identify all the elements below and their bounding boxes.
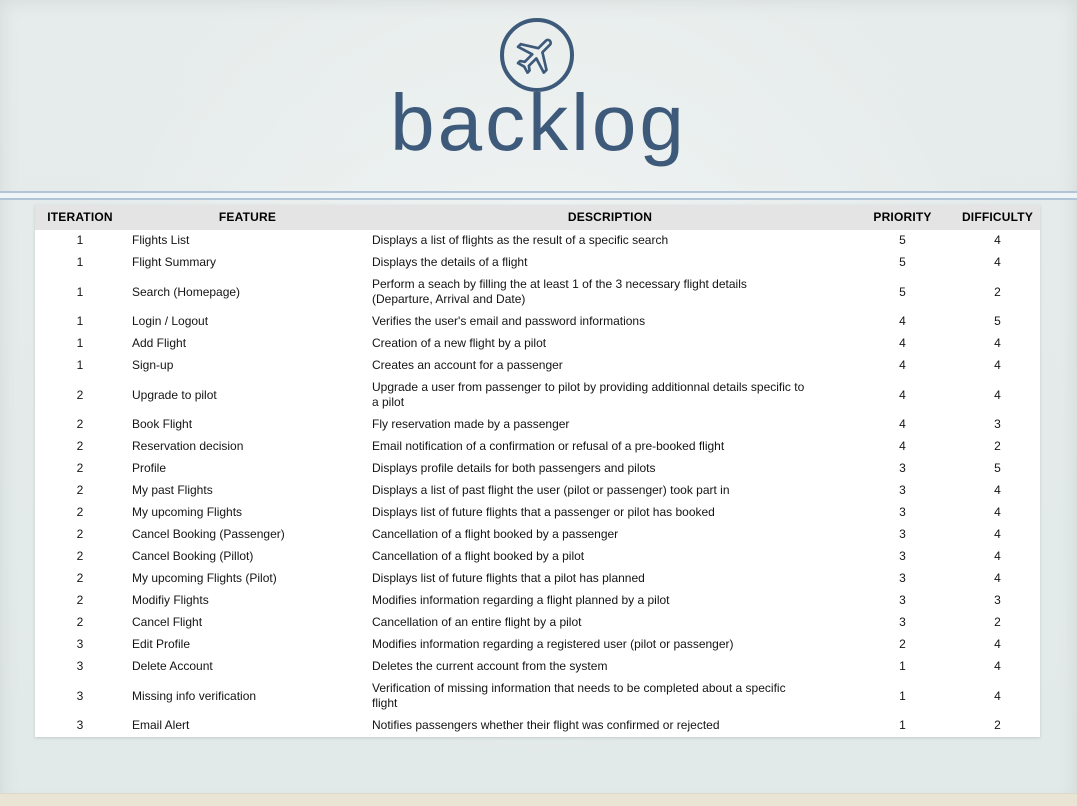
cell-priority: 3	[899, 615, 906, 629]
cell-feature: Modifiy Flights	[132, 593, 209, 607]
cell-feature: Upgrade to pilot	[132, 387, 217, 402]
table-row	[35, 656, 1040, 678]
cell-feature: Cancel Flight	[132, 615, 203, 629]
cell-description: Email notification of a confirmation or refusal of a pre-booked flight	[372, 439, 725, 453]
cell-difficulty: 2	[994, 718, 1001, 732]
cell-difficulty: 3	[994, 417, 1001, 431]
airplane-icon	[500, 18, 574, 92]
cell-priority: 1	[899, 688, 906, 703]
cell-iteration: 2	[76, 571, 84, 585]
cell-feature: Delete Account	[132, 659, 213, 673]
table-row	[35, 634, 1040, 656]
cell-feature: Search (Homepage)	[132, 284, 241, 299]
cell-iteration: 1	[76, 358, 84, 372]
table-row	[35, 230, 1040, 252]
cell-priority: 5	[899, 284, 906, 299]
cell-difficulty: 3	[994, 593, 1001, 607]
table-row	[35, 524, 1040, 546]
cell-description: Verifies the user's email and password informations	[372, 314, 646, 328]
cell-description: Displays the details of a flight	[372, 255, 528, 269]
cell-feature: Flight Summary	[132, 255, 217, 269]
cell-feature: Book Flight	[132, 417, 193, 431]
cell-iteration: 2	[76, 417, 84, 431]
cell-difficulty: 4	[994, 255, 1001, 269]
cell-description: Verification of missing information that needs to be completed about a specific flight	[372, 681, 786, 710]
cell-description: Notifies passengers whether their flight was confirmed or rejected	[372, 718, 720, 732]
cell-priority: 3	[899, 571, 906, 585]
cell-difficulty: 4	[994, 483, 1001, 497]
cell-description: Cancellation of a flight booked by a pilot	[372, 549, 585, 563]
cell-iteration: 2	[76, 527, 84, 541]
cell-feature: My upcoming Flights	[132, 505, 243, 519]
column-header-description: DESCRIPTION	[370, 205, 850, 230]
cell-iteration: 1	[76, 314, 84, 328]
cell-feature: Reservation decision	[132, 439, 244, 453]
cell-feature: My upcoming Flights (Pilot)	[132, 571, 277, 585]
column-header-priority: PRIORITY	[850, 205, 955, 230]
cell-iteration: 2	[76, 593, 84, 607]
column-header-iteration: ITERATION	[35, 205, 125, 230]
cell-difficulty: 2	[994, 439, 1001, 453]
table-row	[35, 252, 1040, 274]
cell-description: Cancellation of an entire flight by a pilot	[372, 615, 582, 629]
cell-difficulty: 4	[994, 336, 1001, 350]
cell-feature: Profile	[132, 461, 167, 475]
table-row	[35, 715, 1040, 737]
table-row	[35, 333, 1040, 355]
cell-difficulty: 4	[994, 688, 1001, 703]
brand-wordmark: backlog	[390, 78, 687, 167]
cell-difficulty: 4	[994, 387, 1001, 402]
cell-feature: Sign-up	[132, 358, 174, 372]
table-row	[35, 568, 1040, 590]
cell-iteration: 2	[76, 615, 84, 629]
table-header-row	[35, 205, 1040, 230]
divider-rule	[0, 191, 1077, 200]
table-row	[35, 546, 1040, 568]
cell-iteration: 3	[76, 718, 84, 732]
cell-feature: My past Flights	[132, 483, 213, 497]
cell-difficulty: 4	[994, 505, 1001, 519]
cell-priority: 3	[899, 593, 906, 607]
cell-feature: Email Alert	[132, 718, 190, 732]
cell-difficulty: 4	[994, 233, 1001, 247]
table-row	[35, 458, 1040, 480]
table-row	[35, 377, 1040, 414]
cell-difficulty: 4	[994, 358, 1001, 372]
cell-difficulty: 4	[994, 527, 1001, 541]
backlog-table	[35, 205, 1040, 737]
table-row	[35, 311, 1040, 333]
cell-iteration: 2	[76, 483, 84, 497]
cell-description: Displays list of future flights that a pilot has planned	[372, 571, 645, 585]
cell-priority: 1	[899, 718, 906, 732]
cell-description: Displays list of future flights that a passenger or pilot has booked	[372, 505, 715, 519]
table-row	[35, 502, 1040, 524]
cell-priority: 2	[899, 637, 906, 651]
table-row	[35, 678, 1040, 715]
cell-description: Creation of a new flight by a pilot	[372, 336, 547, 350]
cell-difficulty: 4	[994, 549, 1001, 563]
cell-priority: 3	[899, 483, 906, 497]
cell-priority: 3	[899, 505, 906, 519]
cell-priority: 3	[899, 549, 906, 563]
cell-description: Cancellation of a flight booked by a passenger	[372, 527, 619, 541]
cell-difficulty: 5	[994, 314, 1001, 328]
cell-iteration: 3	[76, 659, 84, 673]
table-row	[35, 612, 1040, 634]
cell-priority: 3	[899, 461, 906, 475]
cell-description: Deletes the current account from the system	[372, 659, 608, 673]
cell-description: Modifies information regarding a flight planned by a pilot	[372, 593, 670, 607]
cell-iteration: 1	[76, 284, 84, 299]
cell-priority: 4	[899, 336, 906, 350]
cell-priority: 4	[899, 314, 906, 328]
cell-description: Perform a seach by filling the at least 1 of the 3 necessary flight details (Departure, Arrival and Date)	[372, 277, 747, 306]
cell-iteration: 3	[76, 688, 84, 703]
backlog-table-grid	[35, 205, 1040, 737]
cell-feature: Add Flight	[132, 336, 187, 350]
cell-feature: Missing info verification	[132, 688, 257, 703]
cell-iteration: 2	[76, 387, 84, 402]
cell-priority: 4	[899, 358, 906, 372]
cell-difficulty: 2	[994, 284, 1001, 299]
cell-feature: Flights List	[132, 233, 190, 247]
cell-priority: 4	[899, 417, 906, 431]
cell-feature: Cancel Booking (Pillot)	[132, 549, 254, 563]
column-header-feature: FEATURE	[125, 205, 370, 230]
cell-description: Displays a list of past flight the user (pilot or passenger) took part in	[372, 483, 730, 497]
cell-feature: Login / Logout	[132, 314, 209, 328]
cell-description: Displays profile details for both passengers and pilots	[372, 461, 656, 475]
cell-description: Displays a list of flights as the result of a specific search	[372, 233, 669, 247]
cell-iteration: 1	[76, 255, 84, 269]
cell-priority: 4	[899, 439, 906, 453]
column-header-difficulty: DIFFICULTY	[955, 205, 1040, 230]
cell-difficulty: 4	[994, 571, 1001, 585]
cell-priority: 4	[899, 387, 906, 402]
table-row	[35, 480, 1040, 502]
cell-difficulty: 4	[994, 637, 1001, 651]
bottom-strip	[0, 793, 1077, 806]
cell-feature: Cancel Booking (Passenger)	[132, 527, 285, 541]
cell-priority: 5	[899, 233, 906, 247]
table-row	[35, 414, 1040, 436]
table-row	[35, 590, 1040, 612]
cell-feature: Edit Profile	[132, 637, 191, 651]
cell-description: Upgrade a user from passenger to pilot by providing additionnal details specific to a pilot	[372, 380, 805, 409]
table-row	[35, 436, 1040, 458]
cell-difficulty: 2	[994, 615, 1001, 629]
table-row	[35, 355, 1040, 377]
cell-description: Creates an account for a passenger	[372, 358, 563, 372]
cell-description: Modifies information regarding a registered user (pilot or passenger)	[372, 637, 734, 651]
cell-iteration: 1	[76, 336, 84, 350]
cell-iteration: 1	[76, 233, 84, 247]
cell-iteration: 2	[76, 549, 84, 563]
cell-priority: 1	[899, 659, 906, 673]
cell-iteration: 2	[76, 461, 84, 475]
cell-difficulty: 4	[994, 659, 1001, 673]
cell-iteration: 3	[76, 637, 84, 651]
cell-priority: 3	[899, 527, 906, 541]
cell-description: Fly reservation made by a passenger	[372, 417, 570, 431]
cell-priority: 5	[899, 255, 906, 269]
cell-iteration: 2	[76, 505, 84, 519]
table-row	[35, 274, 1040, 311]
cell-difficulty: 5	[994, 461, 1001, 475]
cell-iteration: 2	[76, 439, 84, 453]
